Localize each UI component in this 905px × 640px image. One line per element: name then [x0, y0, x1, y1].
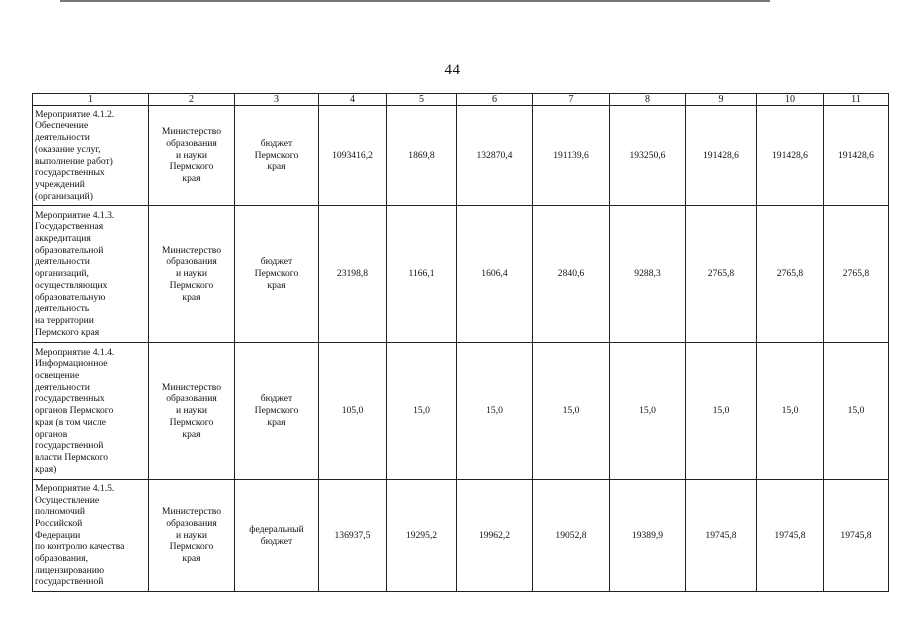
value-cell: 191428,6 — [686, 106, 757, 206]
value-cell: 19295,2 — [387, 480, 457, 592]
value-cell: 2765,8 — [824, 206, 889, 343]
column-number-cell: 4 — [319, 94, 387, 106]
table-row — [33, 206, 889, 343]
value-cell: 191428,6 — [824, 106, 889, 206]
value-cell: 193250,6 — [610, 106, 686, 206]
value-cell: 132870,4 — [457, 106, 533, 206]
value-cell: 23198,8 — [319, 206, 387, 343]
value-cell: 15,0 — [387, 343, 457, 480]
value-cell: 105,0 — [319, 343, 387, 480]
executor-cell: Министерство образования и науки Пермского края — [149, 206, 235, 343]
value-cell: 19962,2 — [457, 480, 533, 592]
value-cell: 191139,6 — [533, 106, 610, 206]
column-number-cell: 1 — [33, 94, 149, 106]
value-cell: 19745,8 — [757, 480, 824, 592]
value-cell: 2765,8 — [757, 206, 824, 343]
value-cell: 19745,8 — [824, 480, 889, 592]
value-cell: 1869,8 — [387, 106, 457, 206]
column-number-cell: 10 — [757, 94, 824, 106]
value-cell: 19052,8 — [533, 480, 610, 592]
column-number-cell: 8 — [610, 94, 686, 106]
value-cell: 136937,5 — [319, 480, 387, 592]
table-row — [33, 480, 889, 592]
value-cell: 1606,4 — [457, 206, 533, 343]
executor-cell: Министерство образования и науки Пермского края — [149, 106, 235, 206]
activity-name-cell: Мероприятие 4.1.2. Обеспечение деятельности (оказание услуг, выполнение работ) государственных учреждений (организаций) — [33, 106, 149, 206]
value-cell: 9288,3 — [610, 206, 686, 343]
value-cell: 15,0 — [457, 343, 533, 480]
column-number-cell: 3 — [235, 94, 319, 106]
column-number-cell: 7 — [533, 94, 610, 106]
value-cell: 2840,6 — [533, 206, 610, 343]
value-cell: 15,0 — [610, 343, 686, 480]
activity-name-cell: Мероприятие 4.1.4. Информационное освещение деятельности государственных органов Пермского края (в том числе органов государственной власти Пермского края) — [33, 343, 149, 480]
scan-edge-line — [60, 0, 770, 2]
column-number-cell: 11 — [824, 94, 889, 106]
value-cell: 15,0 — [686, 343, 757, 480]
activity-name-cell: Мероприятие 4.1.3. Государственная аккредитация образовательной деятельности организаций, осуществляющих образовательную деятельность на территории Пермского края — [33, 206, 149, 343]
funding-source-cell: федеральный бюджет — [235, 480, 319, 592]
activity-name-cell: Мероприятие 4.1.5. Осуществление полномочий Российской Федерации по контролю качества образования, лицензированию государственной — [33, 480, 149, 592]
column-number-cell: 9 — [686, 94, 757, 106]
column-number-cell: 6 — [457, 94, 533, 106]
value-cell: 19745,8 — [686, 480, 757, 592]
value-cell: 15,0 — [533, 343, 610, 480]
budget-table — [32, 93, 889, 592]
table-row — [33, 106, 889, 206]
funding-source-cell: бюджет Пермского края — [235, 206, 319, 343]
executor-cell: Министерство образования и науки Пермского края — [149, 343, 235, 480]
value-cell: 191428,6 — [757, 106, 824, 206]
page-number: 44 — [444, 62, 461, 78]
value-cell: 1166,1 — [387, 206, 457, 343]
table-row — [33, 343, 889, 480]
funding-source-cell: бюджет Пермского края — [235, 343, 319, 480]
value-cell: 15,0 — [824, 343, 889, 480]
value-cell: 15,0 — [757, 343, 824, 480]
column-number-cell: 5 — [387, 94, 457, 106]
value-cell: 19389,9 — [610, 480, 686, 592]
value-cell: 2765,8 — [686, 206, 757, 343]
column-number-row — [33, 94, 889, 106]
value-cell: 1093416,2 — [319, 106, 387, 206]
funding-source-cell: бюджет Пермского края — [235, 106, 319, 206]
executor-cell: Министерство образования и науки Пермского края — [149, 480, 235, 592]
column-number-cell: 2 — [149, 94, 235, 106]
